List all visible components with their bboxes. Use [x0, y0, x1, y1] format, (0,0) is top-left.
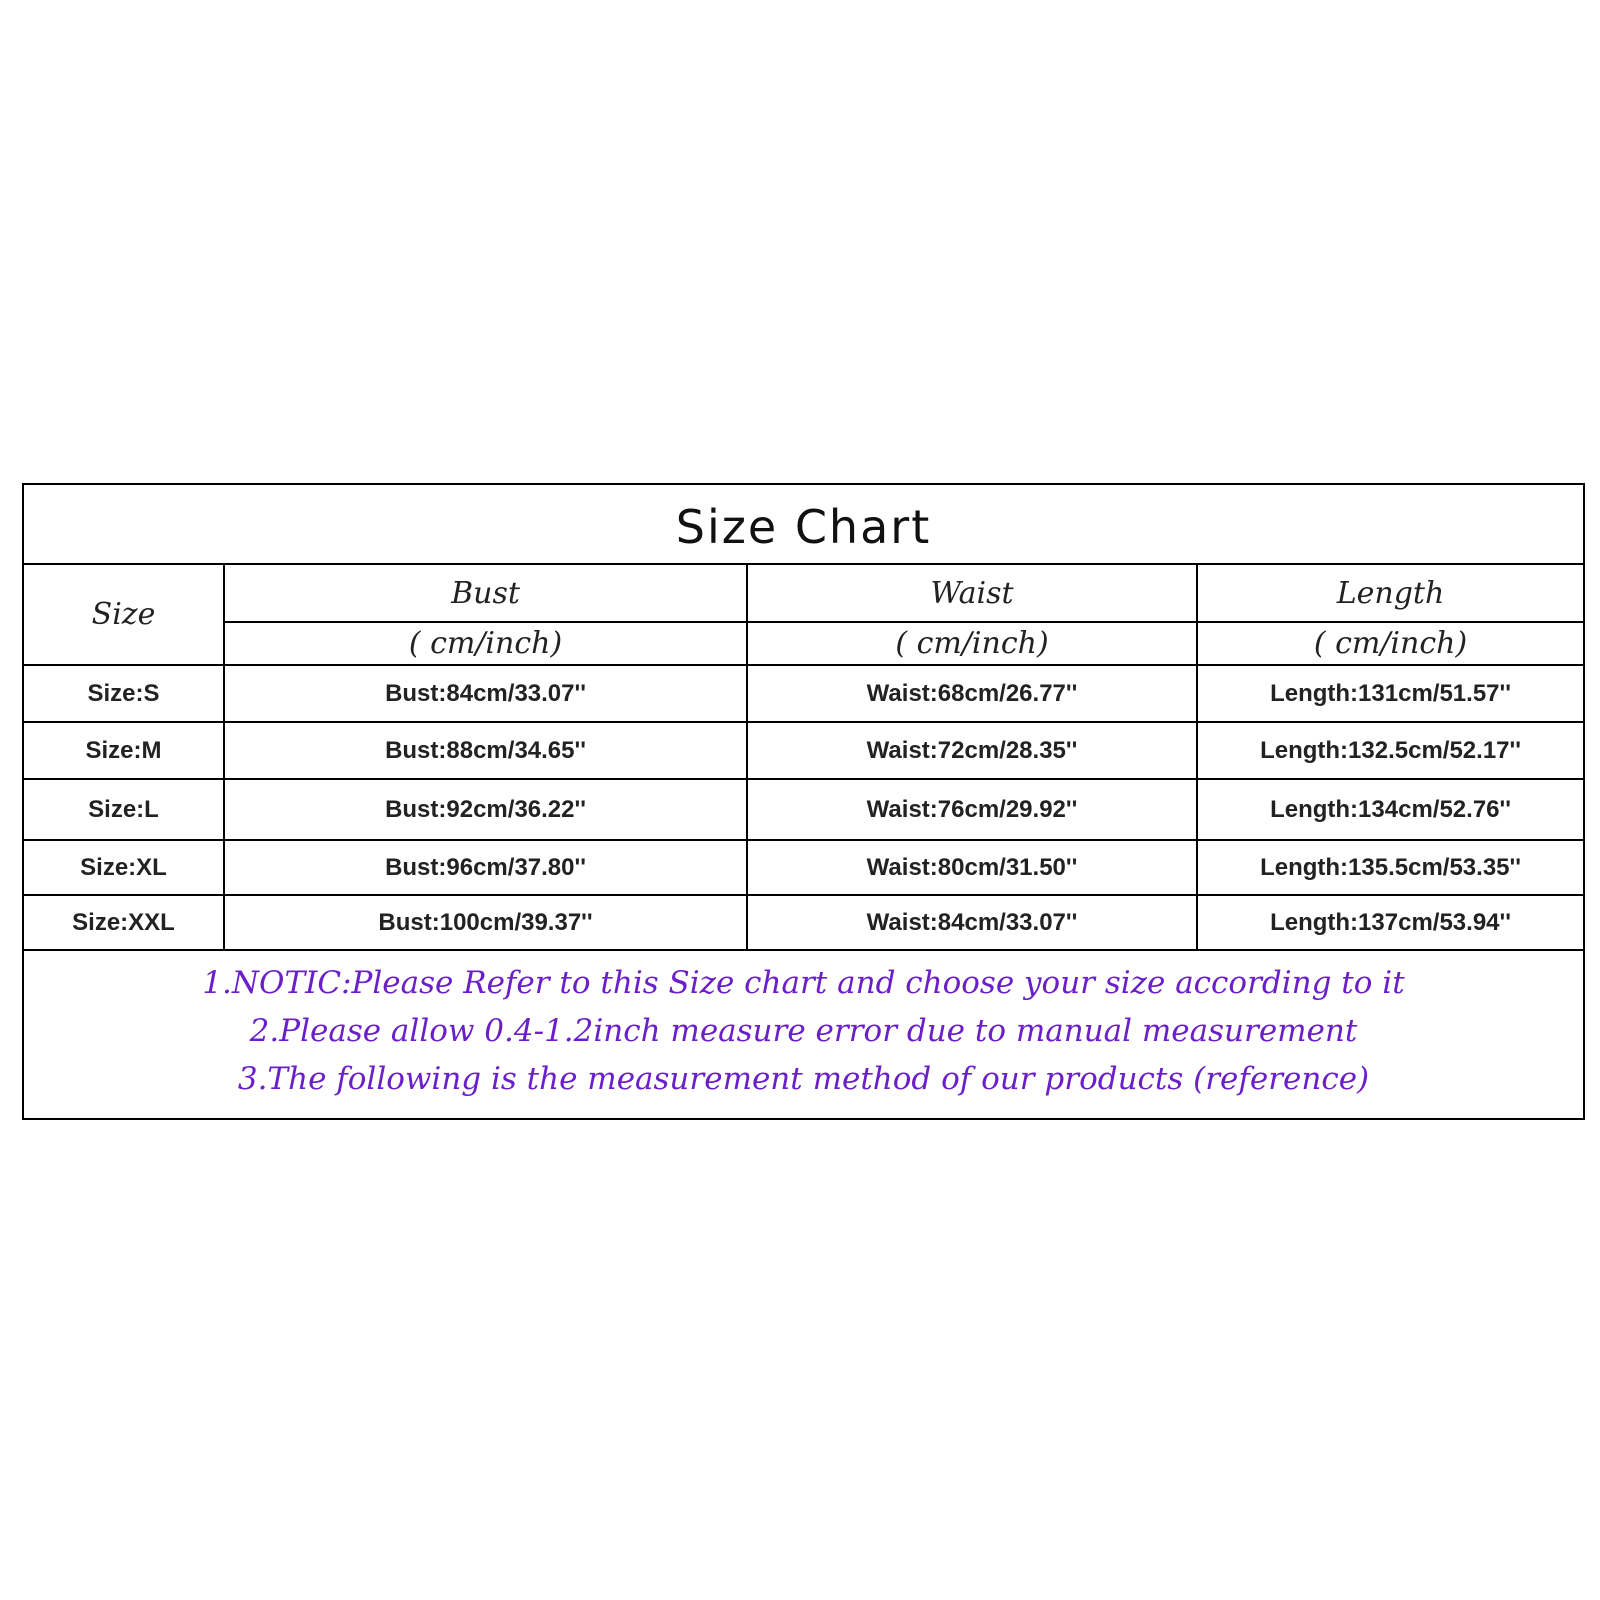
cell-bust: Bust:92cm/36.22'' [224, 779, 747, 840]
header-length: Length [1197, 565, 1583, 622]
note-line-2: 2.Please allow 0.4-1.2inch measure error due to manual measurement [249, 1013, 1358, 1049]
table-row [24, 722, 1583, 779]
cell-waist: Waist:80cm/31.50'' [747, 840, 1197, 895]
unit-waist: ( cm/inch) [747, 622, 1197, 665]
chart-title: Size Chart [675, 500, 932, 554]
cell-size: Size:M [24, 722, 224, 779]
cell-size: Size:XXL [24, 895, 224, 950]
cell-waist: Waist:72cm/28.35'' [747, 722, 1197, 779]
cell-length: Length:135.5cm/53.35'' [1197, 840, 1583, 895]
cell-length: Length:132.5cm/52.17'' [1197, 722, 1583, 779]
header-waist: Waist [747, 565, 1197, 622]
cell-waist: Waist:68cm/26.77'' [747, 665, 1197, 722]
table-row [24, 895, 1583, 950]
size-chart [22, 483, 1585, 1120]
header-unit-row [24, 622, 1583, 665]
notes-block [24, 951, 1583, 1103]
cell-bust: Bust:96cm/37.80'' [224, 840, 747, 895]
cell-length: Length:137cm/53.94'' [1197, 895, 1583, 950]
table-row [24, 840, 1583, 895]
cell-length: Length:131cm/51.57'' [1197, 665, 1583, 722]
table-row [24, 779, 1583, 840]
cell-waist: Waist:84cm/33.07'' [747, 895, 1197, 950]
unit-length: ( cm/inch) [1197, 622, 1583, 665]
cell-length: Length:134cm/52.76'' [1197, 779, 1583, 840]
cell-bust: Bust:100cm/39.37'' [224, 895, 747, 950]
size-table [24, 565, 1583, 951]
note-line-1: 1.NOTIC:Please Refer to this Size chart and choose your size according to it [202, 965, 1405, 1001]
header-bust: Bust [224, 565, 747, 622]
header-row [24, 565, 1583, 622]
cell-size: Size:S [24, 665, 224, 722]
unit-bust: ( cm/inch) [224, 622, 747, 665]
cell-size: Size:L [24, 779, 224, 840]
header-size: Size [24, 565, 224, 665]
cell-bust: Bust:84cm/33.07'' [224, 665, 747, 722]
cell-waist: Waist:76cm/29.92'' [747, 779, 1197, 840]
title-row [24, 485, 1583, 565]
note-line-3: 3.The following is the measurement method of our products (reference) [237, 1061, 1370, 1097]
cell-bust: Bust:88cm/34.65'' [224, 722, 747, 779]
cell-size: Size:XL [24, 840, 224, 895]
table-row [24, 665, 1583, 722]
